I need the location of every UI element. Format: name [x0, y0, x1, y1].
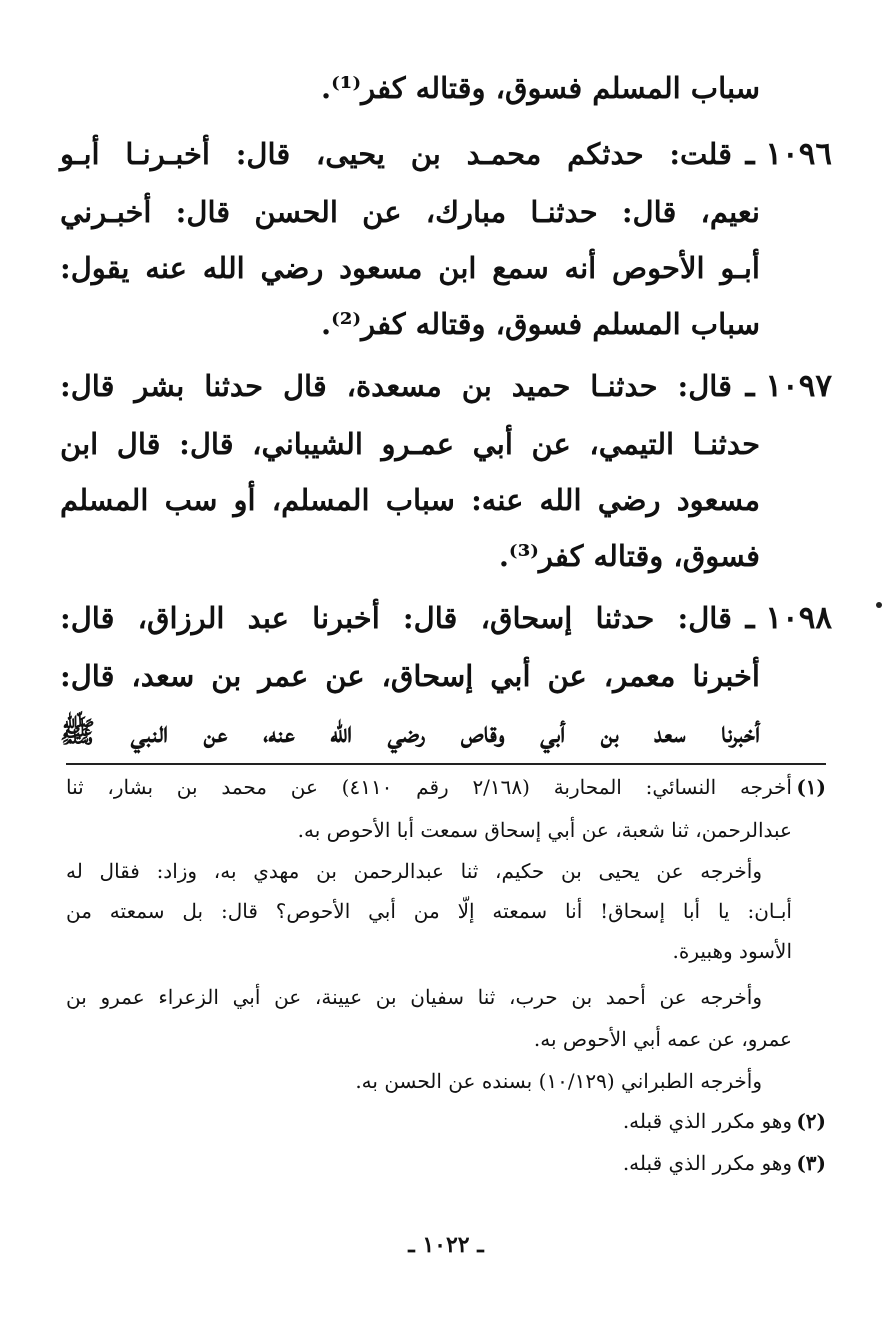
- footnote-2-label: (٢): [796, 1109, 826, 1133]
- footnote-1-line-3: وأخرجه عن يحيى بن حكيم، ثنا عبدالرحمن بن مهدي به، وزاد: فقال له: [66, 859, 762, 883]
- hadith-1098-line-3: أخبرنا سعد بن أبي وقاص رضي الله عنه، عن النبي ﷺ: [60, 715, 760, 749]
- footnote-1-line-1: أخرجه النسائي: المحاربة (٢/١٦٨ رقم ٤١١٠) عن محمد بن بشار، ثنا: [66, 775, 792, 799]
- footnote-1-line-7: عمرو، عن عمه أبي الأحوص به.: [533, 1027, 792, 1051]
- hadith-1097-line-1: قال: حدثنـا حميد بن مسعدة، قال حدثنا بشر قال:: [60, 369, 732, 403]
- page-number: ـ ١٠٢٢ ـ: [408, 1232, 484, 1258]
- hadith-number-1096: ١٠٩٦ ـ: [745, 136, 832, 172]
- hadith-1096-line-1: قلت: حدثكم محمـد بن يحيى، قال: أخبـرنـا أبـو: [60, 137, 732, 171]
- hadith-1096-line-4: سباب المسلم فسوق، وقتاله كفر⁽²⁾.: [321, 307, 760, 341]
- footnote-3-text: وهو مكرر الذي قبله.: [622, 1151, 792, 1175]
- hadith-1096-line-2: نعيم، قال: حدثنـا مبارك، عن الحسن قال: أخبـرني: [60, 195, 760, 229]
- footnote-1-line-6: وأخرجه عن أحمد بن حرب، ثنا سفيان بن عيينة، عن أبي الزعراء عمرو بن: [66, 985, 762, 1009]
- footnote-1-line-5: الأسود وهبيرة.: [672, 939, 792, 963]
- hadith-1098-line-2: أخبرنا معمر، عن أبي إسحاق، عن عمر بن سعد، قال:: [60, 659, 760, 693]
- footnote-3-label: (٣): [796, 1151, 826, 1175]
- footnote-1-line-4: أبـان: يا أبا إسحاق! أنا سمعته إلّا من أبي الأحوص؟ قال: بل سمعته من: [66, 899, 792, 923]
- footnote-1-line-2: عبدالرحمن، ثنا شعبة، عن أبي إسحاق سمعت أبا الأحوص به.: [297, 818, 792, 842]
- footnote-separator: [66, 763, 826, 765]
- footnote-1-line-8: وأخرجه الطبراني (١٠/١٢٩) بسنده عن الحسن به.: [355, 1069, 762, 1093]
- hadith-1097-line-2: حدثنـا التيمي، عن أبي عمـرو الشيباني، قال: قال ابن: [60, 427, 760, 461]
- margin-mark: [876, 602, 882, 608]
- hadith-1097-line-3: مسعود رضي الله عنه: سباب المسلم، أو سب المسلم: [60, 483, 760, 517]
- hadith-1097-line-4: فسوق، وقتاله كفر⁽³⁾.: [498, 539, 760, 573]
- footnote-1-label: (١): [796, 775, 826, 799]
- hadith-1098-line-1: قال: حدثنا إسحاق، قال: أخبرنا عبد الرزاق، قال:: [60, 601, 732, 635]
- top-line: سباب المسلم فسوق، وقتاله كفر⁽¹⁾.: [321, 71, 760, 105]
- hadith-number-1098: ١٠٩٨ ـ: [745, 600, 832, 636]
- hadith-1096-line-3: أبـو الأحوص أنه سمع ابن مسعود رضي الله عنه يقول:: [60, 251, 760, 285]
- hadith-number-1097: ١٠٩٧ ـ: [745, 368, 832, 404]
- footnote-2-text: وهو مكرر الذي قبله.: [622, 1109, 792, 1133]
